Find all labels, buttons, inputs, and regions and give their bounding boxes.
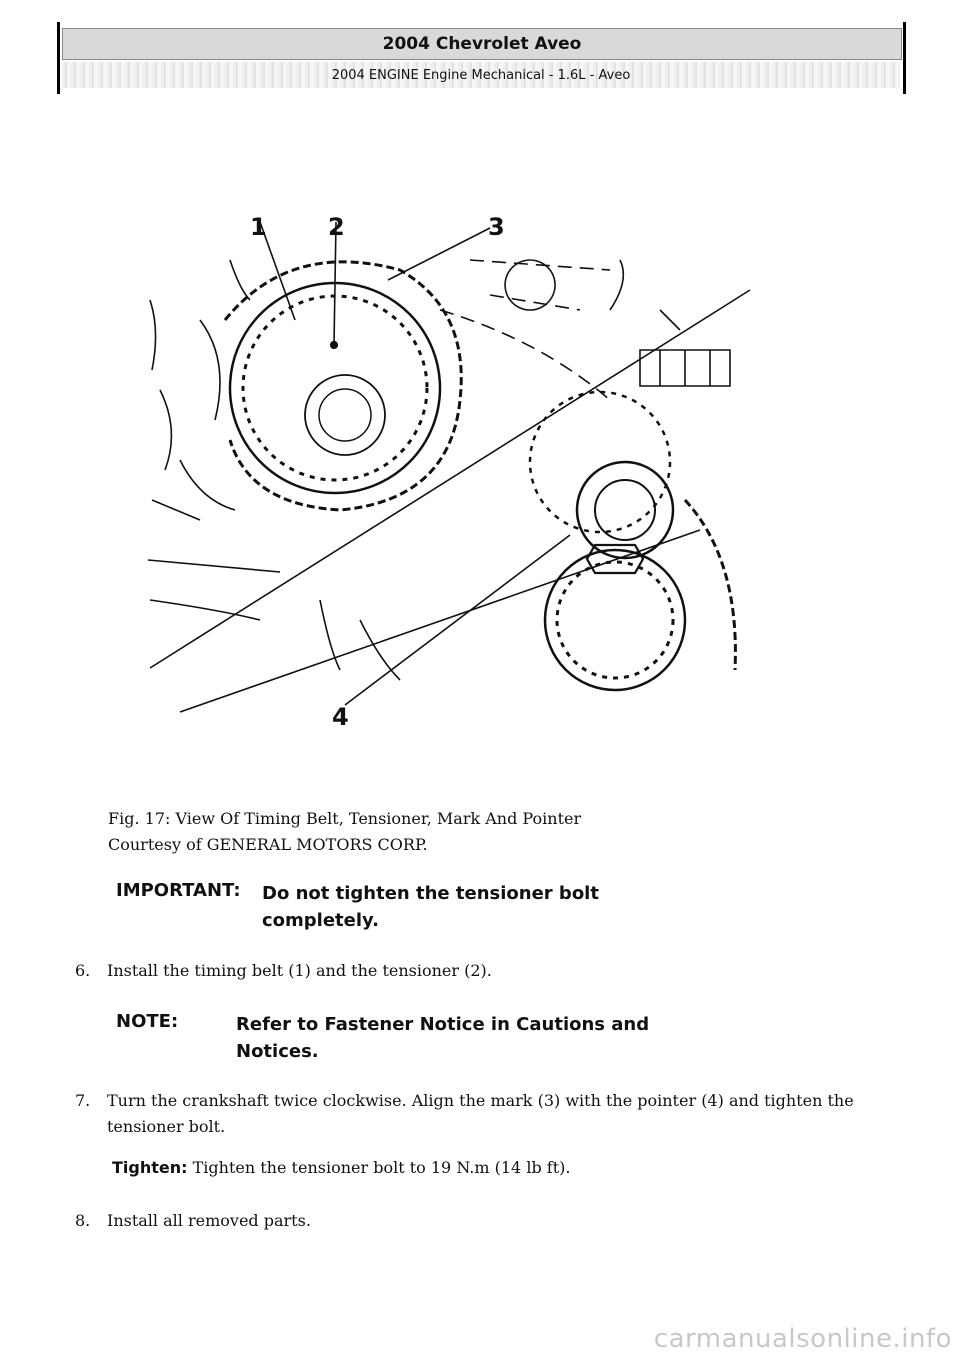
- step-number: 6.: [75, 961, 91, 980]
- step-text: Turn the crankshaft twice clockwise. Align the mark (3) with the pointer (4) and tighten the tensioner bolt.: [107, 1091, 854, 1136]
- note-label: NOTE:: [116, 1011, 179, 1032]
- note-text: Refer to Fastener Notice in Cautions and Notices.: [236, 1014, 650, 1062]
- header-rule-left: [57, 22, 60, 94]
- callout-leader-4: [345, 535, 570, 705]
- page-subtitle: 2004 ENGINE Engine Mechanical - 1.6L - Aveo: [62, 62, 900, 88]
- callout-1: 1: [250, 213, 267, 241]
- header-rule-right: [903, 22, 906, 94]
- tensioner-pulley: [577, 462, 673, 558]
- callout-2: 2: [328, 213, 345, 241]
- tighten-text: Tighten the tensioner bolt to 19 N.m (14 lb ft).: [192, 1158, 571, 1177]
- caption-courtesy: Courtesy of GENERAL MOTORS CORP.: [108, 835, 428, 854]
- important-text: Do not tighten the tensioner bolt completely.: [262, 883, 599, 931]
- callout-leader-3: [388, 228, 490, 280]
- step-text: Install the timing belt (1) and the tensioner (2).: [107, 961, 492, 980]
- crank-sprocket: [545, 550, 685, 690]
- step-text: Install all removed parts.: [107, 1211, 311, 1230]
- page-title: 2004 Chevrolet Aveo: [62, 28, 902, 60]
- engine-outline-lines: [148, 260, 730, 680]
- important-label: IMPORTANT:: [116, 880, 241, 901]
- step-number: 8.: [75, 1211, 91, 1230]
- caption-title: Fig. 17: View Of Timing Belt, Tensioner, Mark And Pointer: [108, 809, 582, 828]
- tighten-label: Tighten:: [112, 1158, 188, 1177]
- callout-4: 4: [332, 703, 349, 731]
- callout-3: 3: [488, 213, 505, 241]
- timing-belt-illustration: [140, 200, 760, 735]
- torque-spec: [112, 1158, 570, 1177]
- watermark: carmanualsonline.info: [653, 1324, 952, 1354]
- figure-caption: [108, 806, 581, 858]
- step-number: 7.: [75, 1091, 91, 1110]
